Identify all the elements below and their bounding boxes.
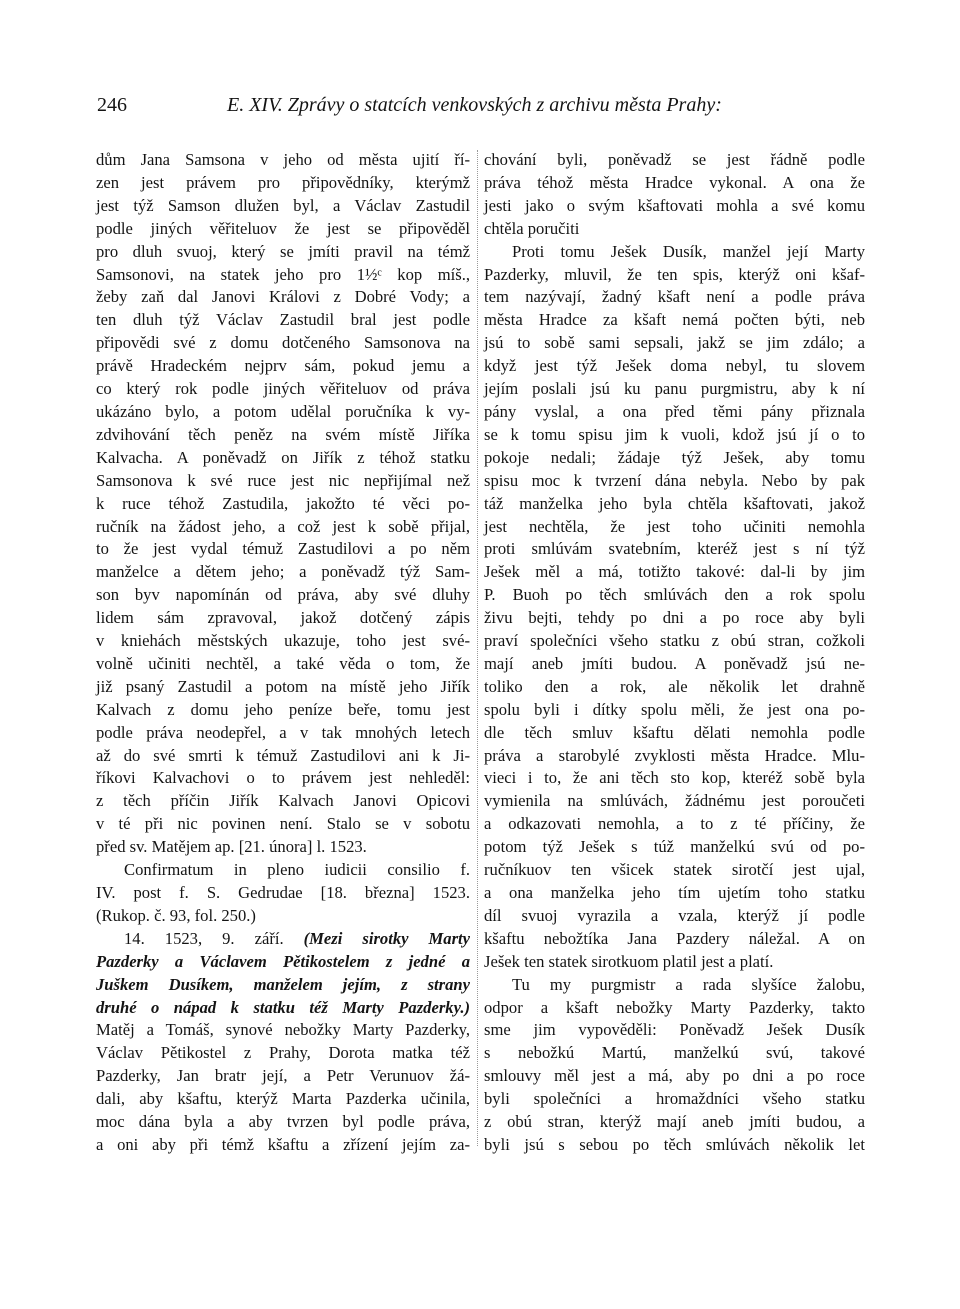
body-line: s nebožkú Martú, manželkú svú, takové (484, 1043, 865, 1063)
column-divider (477, 150, 478, 1146)
body-line: k ruce téhož Zastudila, jakožto té věci po- (96, 493, 470, 513)
body-line: dle těch smluv kšaftu dělati nemohla podle (484, 722, 865, 742)
body-line: žeby zaň dal Janovi Královi z Dobré Vody; a (96, 287, 470, 307)
body-line: když jest týž Ješek doma nebyl, tu slovem (484, 356, 865, 376)
body-line: podle práva neodepřel, a v tak mnohých letech (96, 722, 470, 742)
body-line: a odkazovati nemohla, a to z té příčiny, že (484, 814, 865, 834)
entry-body-line: a oni aby při témž kšaftu a zřízení jejím za- (96, 1134, 470, 1154)
body-line: jest nechtěla, že jest toho učiniti nemohla (484, 516, 865, 536)
body-line: manželce a dětem jeho; a poněvadž týž Sam- (96, 562, 470, 582)
body-line: pro dluh svuoj, který se jmíti pravil na témž (96, 241, 470, 261)
body-line: v té při nic povinen není. Stalo se v sobotu (96, 814, 470, 834)
entry-body-line: moc dána byla a aby tvrzen byl podle práva, (96, 1112, 470, 1132)
body-line: Tu my purgmistr a rada slyšíce žalobu, (512, 974, 865, 994)
entry-number: 14. 1523, 9. září. (124, 928, 284, 948)
body-line: z obú stran, kterýž mají aneb jmíti budou, a (484, 1112, 865, 1132)
body-line: tem nazývají, žadný kšaft není a podle práva (484, 287, 865, 307)
body-line: jejím poslali jsú ku panu purgmistru, aby k ní (484, 379, 865, 399)
confirmatum-line: Confirmatum in pleno iudicii consilio f. (124, 860, 470, 880)
body-line: pány vyslal, a ona před těmi pány přiznala (484, 401, 865, 421)
page-number: 246 (97, 94, 127, 116)
entry-body-line: Pazderky, Jan bratr její, a Petr Verunuov žá- (96, 1066, 470, 1086)
body-line: se k tomu spisu jim k vuoli, kdož jsú jí o to (484, 424, 865, 444)
left-column (96, 149, 470, 1157)
body-line: ten dluh týž Václav Zastudil bral jest podle (96, 310, 470, 330)
body-line: Kalvach z domu jeho peníze beře, tomu jest (96, 699, 470, 719)
body-line: dům Jana Samsona v jeho od města ujití ří- (96, 150, 470, 169)
body-line: zen jest právem pro připovědníky, kterýmž (96, 172, 470, 192)
body-line: byli společníci a hromaždníci všeho statku (484, 1089, 865, 1109)
body-line: díl svuoj vyrazila a vzala, kterýž jí podle (484, 905, 865, 925)
body-line: spolu byli i dítky spolu měli, že jest ona po- (484, 699, 865, 719)
body-line: jsú to sobě sami sepsali, jakž se jim zdálo; a (484, 333, 865, 353)
body-line: připovědi své z domu dotčeného Samsonova na (96, 333, 470, 353)
running-title: E. XIV. Zprávy o statcích venkovských z archivu města Prahy: (227, 94, 722, 116)
body-line: jest týž Samson dlužen byl, a Václav Zastudil (96, 195, 470, 215)
body-line: chtěla poručiti (484, 218, 580, 238)
body-line: pokoje nedali; žádaje týž Ješek, aby tomu (484, 447, 865, 467)
body-line: Pazderky, mluvil, že ten spis, kterýž oni kšaf- (484, 264, 865, 284)
body-line: Samsonovi, na statek jeho pro 1½ᶜ kop míš., (96, 264, 470, 284)
body-line: Proti tomu Ješek Dusík, manžel její Marty (512, 241, 865, 261)
entry-body-line: Václav Pětikostel z Prahy, Dorota matka též (96, 1043, 470, 1063)
body-line: vieci i to, že ani těch sto kop, kteréž sobě byla (484, 768, 865, 788)
body-line: potom týž Ješek s túž manželkú svú od po- (484, 837, 865, 857)
entry-body-line: dali, aby kšaftu, kterýž Marta Pazderka učinila, (96, 1089, 470, 1109)
body-line: lidem sám zpravoval, jakož dotčený zápis (96, 608, 470, 628)
body-line: smlouvy měl jest a má, aby po dni a po roce (484, 1066, 865, 1086)
body-line: spisu moc k tvrzení dána nebyla. Nebo by pak (484, 470, 865, 490)
right-column (484, 149, 865, 1157)
body-line: říkovi Kalvachovi o to právem jest nehleděl: (96, 768, 470, 788)
body-line: vymienila na smlúvách, žádnému jest poroučeti (484, 791, 865, 811)
confirmatum-line: IV. post f. S. Gedrudae [18. března] 1523. (96, 883, 470, 902)
body-line: ukázáno bylo, a potom udělal poručníka k vy- (96, 401, 470, 421)
body-line: před sv. Matějem ap. [21. února] l. 1523. (96, 837, 367, 857)
body-line: toliko den a rok, ale několik let drahně (484, 676, 865, 696)
body-line: sme jim vypověděli: Poněvadž Ješek Dusík (484, 1020, 865, 1040)
body-line: to že jest vydal témuž Zastudilovi a po něm (96, 539, 470, 559)
body-line: praví společníci všeho statku z obú stran, cožkoli (484, 631, 865, 651)
body-line: Ješek ten statek sirotkuom platil jest a platí. (484, 951, 774, 971)
entry-summary-line: Pazderky a Václavem Pětikostelem z jedné a (96, 951, 470, 971)
body-line: mají aneb jmíti budou. A poněvadž jsú ne- (484, 653, 865, 673)
entry-summary: (Mezi sirotky Marty (303, 928, 471, 948)
body-line: proti smlúvám svatebním, kteréž jest s ní týž (484, 539, 865, 559)
body-line: byli jsú s sebou po těch smlúvách několik let (484, 1134, 865, 1154)
body-line: jesti jako o svým kšaftovati mohla a své komu (484, 195, 865, 215)
body-line: táž manželka jeho byla chtěla kšaftovati, jakož (484, 493, 865, 513)
running-head (97, 94, 867, 124)
body-line: ručník na žádost jeho, a což jest k sobě přijal, (96, 516, 470, 536)
body-line: v kniehách městských ukazuje, toho jest své- (96, 631, 470, 651)
body-line: volně učiniti nechtěl, a také věda o tom, že (96, 653, 470, 673)
body-line: Samsonova k své ruce jest nic nepřijímal než (96, 470, 470, 490)
body-line: ručníkuov ten všicek statek sirotčí jest ujal, (484, 860, 865, 880)
entry-summary-line: Juškem Dusíkem, manželem jejím, z strany (96, 974, 470, 994)
body-line: kšaftu nebožtíka Jana Pazdery náležal. A on (484, 928, 865, 948)
body-line: živu bejti, tehdy po dni a po roce aby byli (484, 608, 865, 628)
body-line: práva téhož města Hradce vykonal. A ona že (484, 172, 865, 192)
body-line: P. Buoh po těch smlúvách den a rok spolu (484, 585, 865, 605)
body-line: zdvihování těch peněz na svém místě Jiříka (96, 424, 470, 444)
body-line: a ona manželka jeho tím ujetím toho statku (484, 883, 865, 902)
confirmatum-line: (Rukop. č. 93, fol. 250.) (96, 905, 256, 925)
body-line: již psaný Zastudil a potom na místě jeho Jiřík (96, 676, 470, 696)
entry-heading-line (96, 928, 470, 951)
body-line: odpor a kšaft nebožky Marty Pazderky, takto (484, 997, 865, 1017)
body-line: města Hradce za kšaft nemá počten býti, neb (484, 310, 865, 330)
body-line: co který rok podle jiných věřiteluov od práva (96, 379, 470, 399)
body-line: Kalvacha. A poněvadž on Jiřík z téhož statku (96, 447, 470, 467)
body-line: práva a starobylé zvyklosti města Hradce. Mlu- (484, 745, 865, 765)
body-line: podle jiných věřiteluov že jest se připověděl (96, 218, 470, 238)
body-line: chování byli, poněvadž se jest řádně podle (484, 150, 865, 169)
body-line: právě Hradeckém nejprv sám, pokud jemu a (96, 356, 470, 376)
body-line: son byv napomínán od práva, aby své dluhy (96, 585, 470, 605)
entry-summary-line: druhé o nápad k statku též Marty Pazderky.) (96, 997, 470, 1017)
entry-body-line: Matěj a Tomáš, synové nebožky Marty Pazderky, (96, 1020, 470, 1040)
body-line: z těch příčin Jiřík Kalvach Janovi Opicovi (96, 791, 470, 811)
body-line: Ješek měl a má, totižto takové: dal-li by jim (484, 562, 865, 582)
body-line: až do své smrti k témuž Zastudilovi ani k Ji- (96, 745, 470, 765)
